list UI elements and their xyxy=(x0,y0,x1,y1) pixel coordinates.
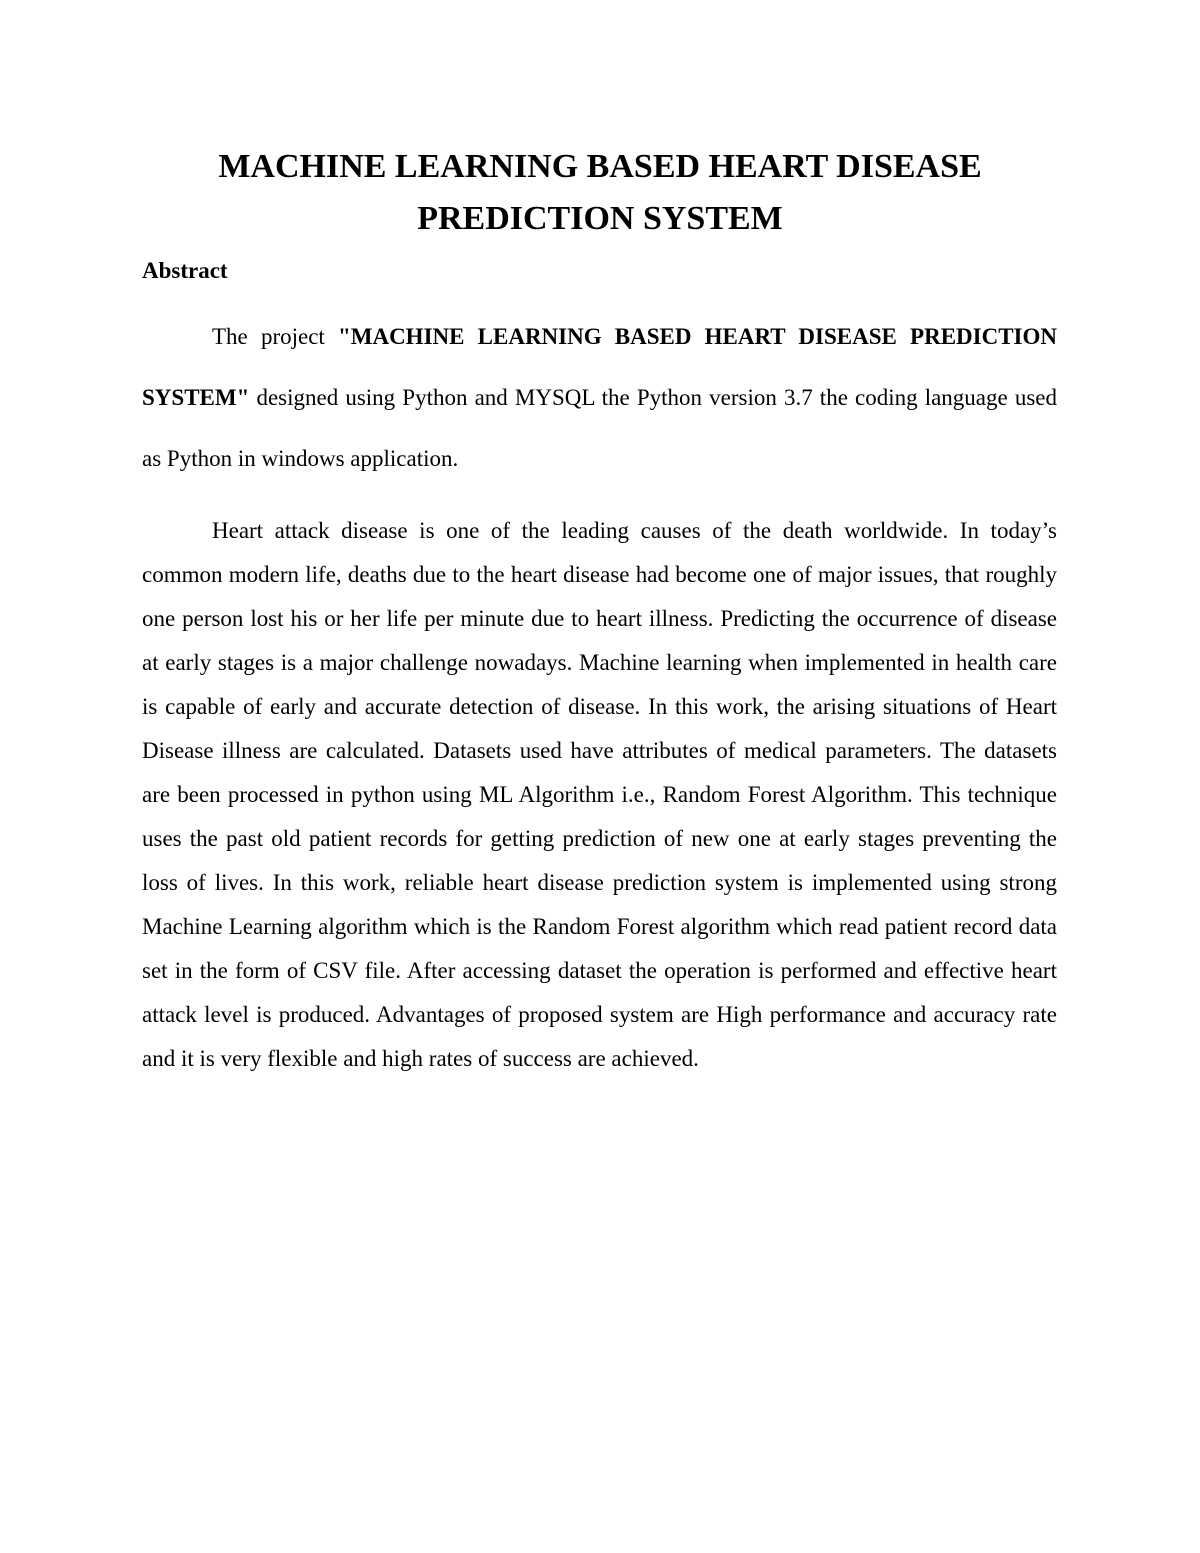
paragraph-1-rest: designed using Python and MYSQL the Python version 3.7 the coding language used as Python in windows application. xyxy=(142,385,1057,471)
document-title xyxy=(100,141,1100,245)
document-title-line-2: PREDICTION SYSTEM xyxy=(417,200,783,237)
abstract-heading: Abstract xyxy=(142,258,228,283)
paragraph-1-lead: The project xyxy=(212,324,338,349)
project-name: "MACHINE LEARNING BASED HEART DISEASE PREDICTION SYSTEM" xyxy=(142,324,1057,410)
document-title-line-1: MACHINE LEARNING BASED HEART DISEASE xyxy=(218,148,982,185)
abstract-paragraph-2: Heart attack disease is one of the leading causes of the death worldwide. In today’s common modern life, deaths due to the heart disease had become one of major issues, that roughly one person lost his or her life per minute due to heart illness. Predicting the occurrence of disease at early stages is a major challenge nowadays. Machine learning when implemented in health care is capable of early and accurate detection of disease. In this work, the arising situations of Heart Disease illness are calculated. Datasets used have attributes of medical parameters. The datasets are been processed in python using ML Algorithm i.e., Random Forest Algorithm. This technique uses the past old patient records for getting prediction of new one at early stages preventing the loss of lives. In this work, reliable heart disease prediction system is implemented using strong Machine Learning algorithm which is the Random Forest algorithm which read patient record data set in the form of CSV file. After accessing dataset the operation is performed and effective heart attack level is produced. Advantages of proposed system are High performance and accuracy rate and it is very flexible and high rates of success are achieved. xyxy=(142,518,1057,1071)
abstract-paragraph-1 xyxy=(142,306,1057,489)
